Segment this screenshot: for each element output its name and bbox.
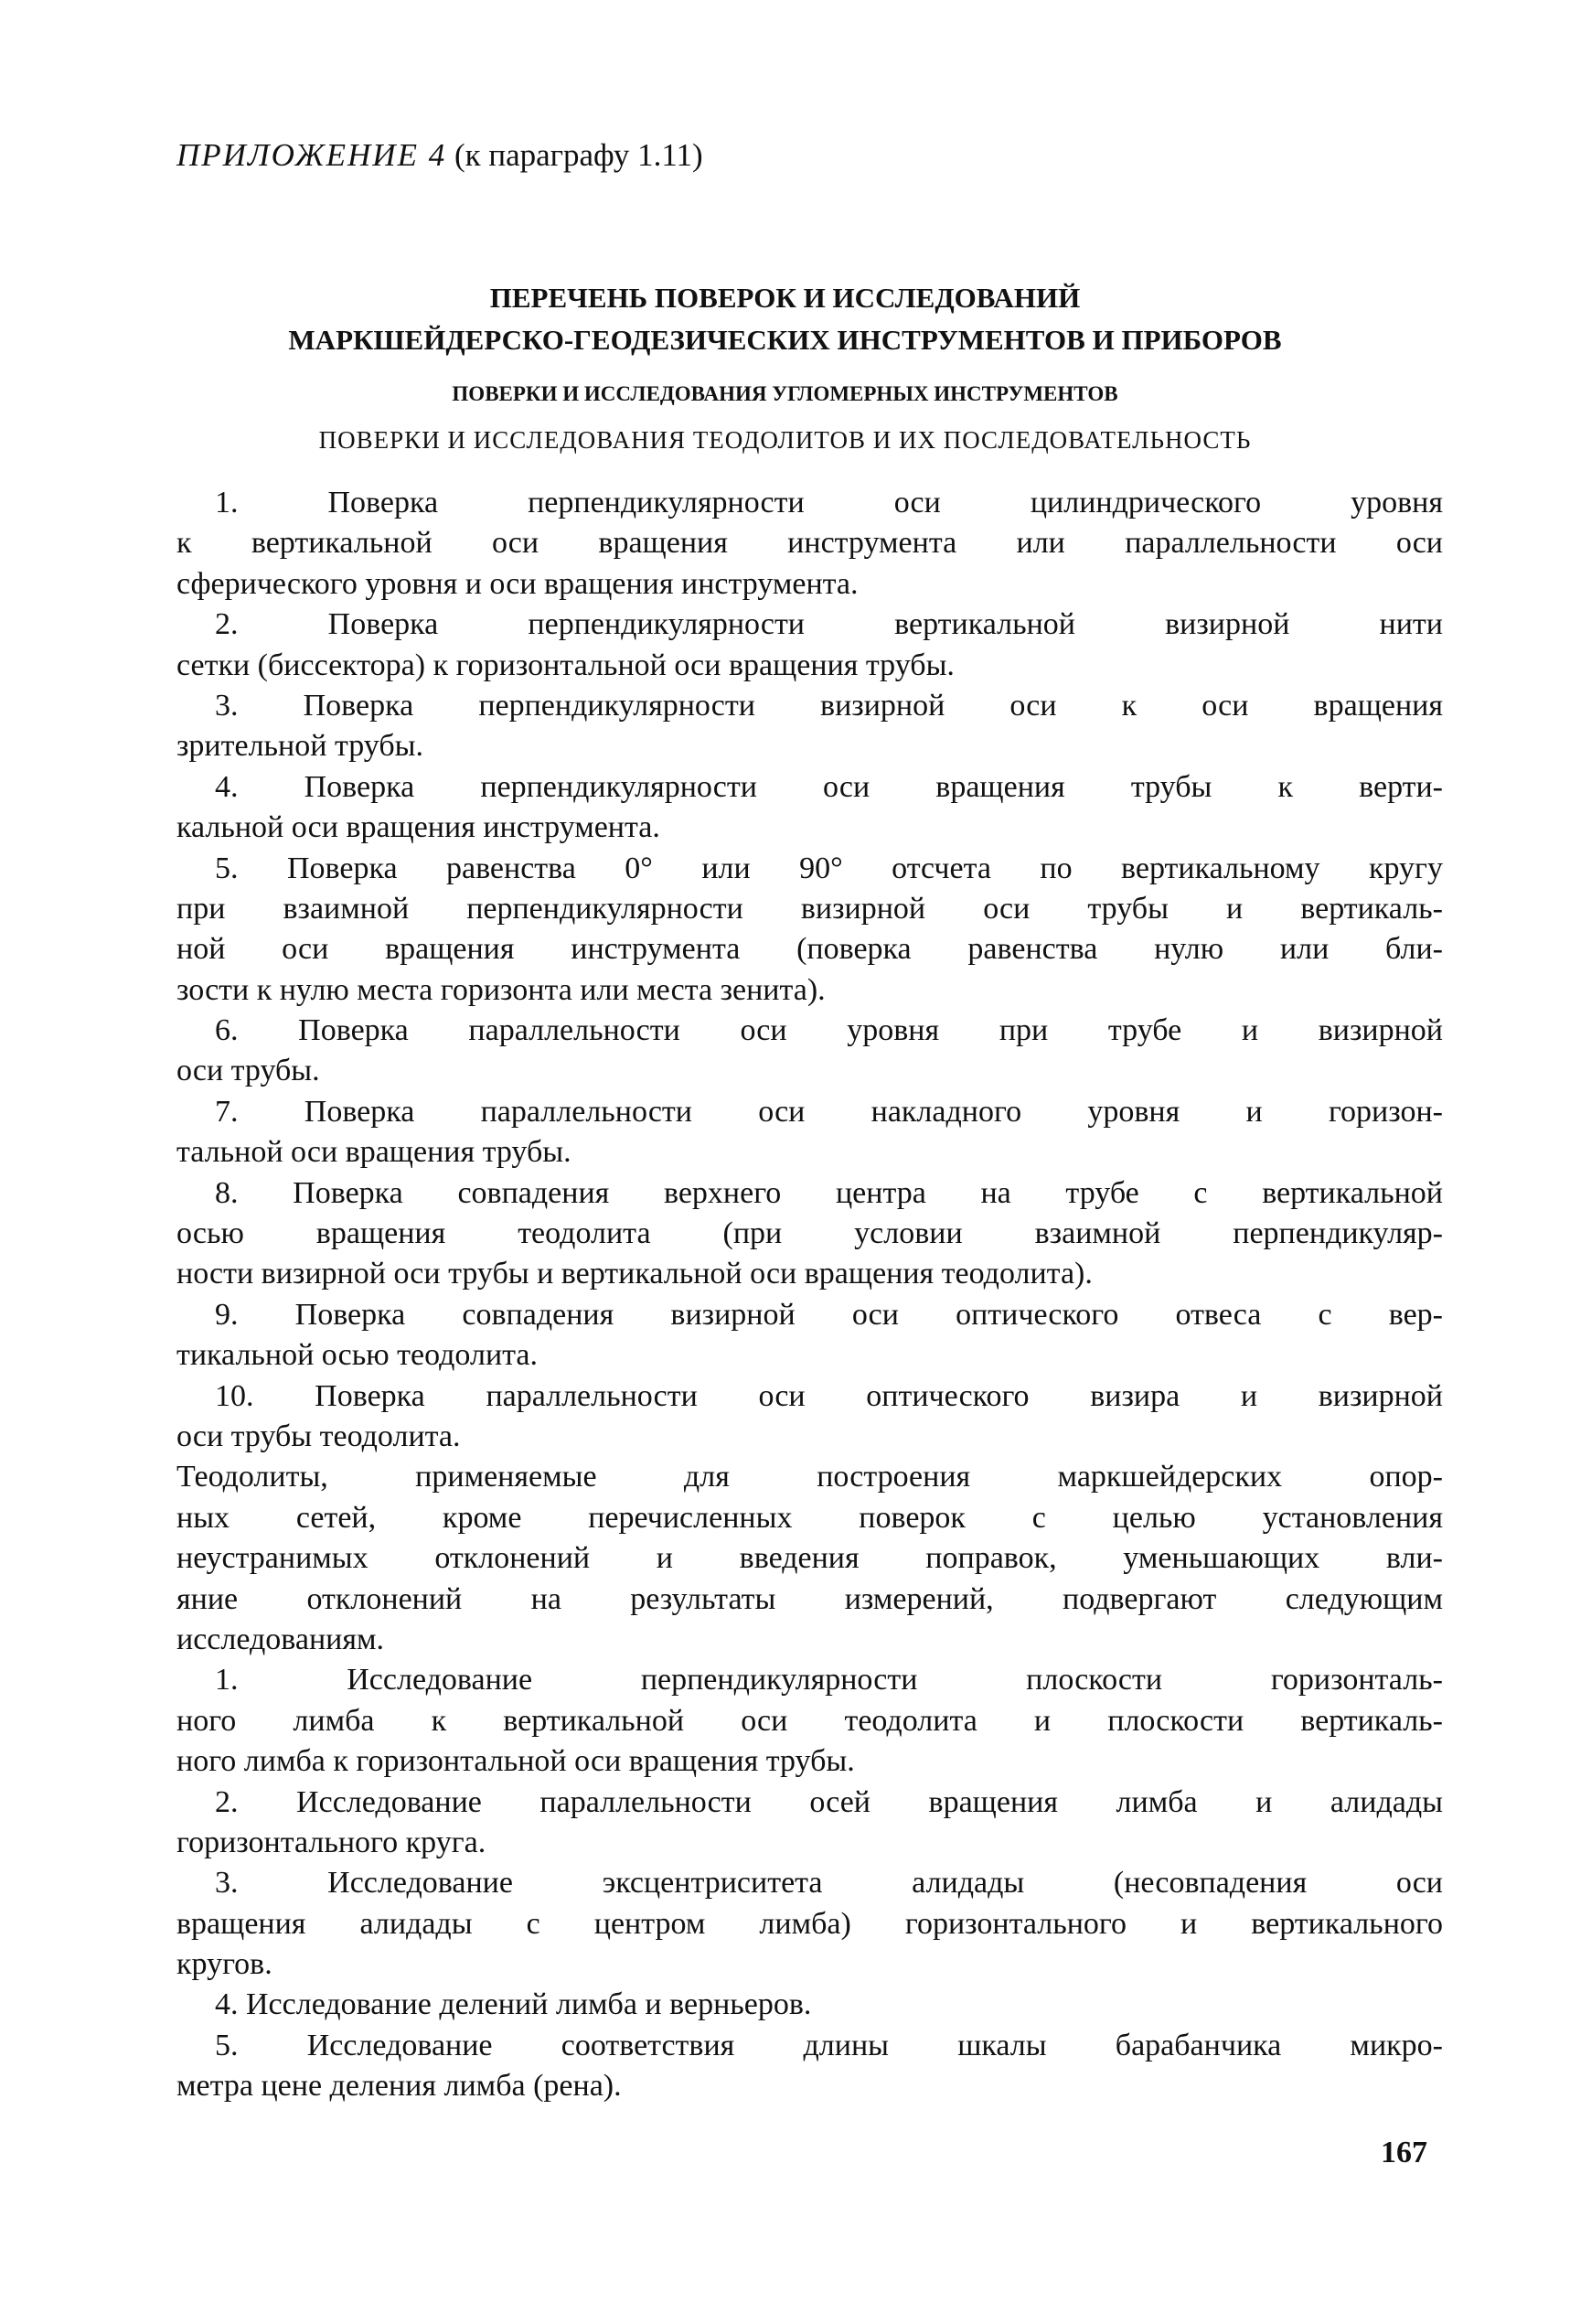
text-line: 1. Исследование перпендикулярности плоскости горизонталь- — [215, 1663, 1443, 1697]
text-line: осью вращения теодолита (при условии взаимной перпендикуляр- — [176, 1216, 1443, 1251]
paragraph — [176, 1863, 1443, 1985]
paragraph — [176, 1173, 1443, 1295]
paragraph — [176, 1011, 1443, 1092]
text-line: вращения алидады с центром лимба) горизонтального и вертикального — [176, 1906, 1443, 1941]
text-line: метра цене деления лимба (рена). — [176, 2069, 622, 2104]
paragraph — [176, 1660, 1443, 1782]
section-heading: ПОВЕРКИ И ИССЛЕДОВАНИЯ ТЕОДОЛИТОВ И ИХ ПОСЛЕДОВАТЕЛЬНОСТЬ — [318, 426, 1252, 454]
text-line: ной оси вращения инструмента (поверка равенства нулю или бли- — [176, 932, 1443, 967]
text-line: 4. Поверка перпендикулярности оси вращения трубы к верти- — [215, 769, 1443, 804]
text-line: 3. Исследование эксцентриситета алидады (несовпадения оси — [215, 1866, 1443, 1901]
paragraph — [176, 1092, 1443, 1173]
text-line: неустранимых отклонений и введения поправок, уменьшающих вли- — [176, 1541, 1443, 1576]
text-line: 6. Поверка параллельности оси уровня при трубе и визирной — [215, 1013, 1443, 1048]
text-line: при взаимной перпендикулярности визирной оси трубы и вертикаль- — [176, 891, 1443, 926]
text-line: кругов. — [176, 1947, 272, 1982]
text-line: ного лимба к горизонтальной оси вращения трубы. — [176, 1744, 855, 1779]
text-line: зрительной трубы. — [176, 729, 423, 764]
text-line: сетки (биссектора) к горизонтальной оси вращения трубы. — [176, 648, 955, 682]
text-line: горизонтального круга. — [176, 1825, 486, 1859]
text-line: тикальной осью теодолита. — [176, 1338, 539, 1373]
page-number: 167 — [1381, 2136, 1427, 2169]
text-line: 2. Поверка перпендикулярности вертикальной визирной нити — [215, 607, 1443, 642]
text-line: ного лимба к вертикальной оси теодолита и плоскости вертикаль- — [176, 1703, 1443, 1738]
text-line: зости к нулю места горизонта или места зенита). — [176, 972, 826, 1007]
subtitle: ПОВЕРКИ И ИССЛЕДОВАНИЯ УГЛОМЕРНЫХ ИНСТРУМЕНТОВ — [452, 382, 1118, 405]
paragraph — [176, 1457, 1443, 1660]
text-line: оси трубы теодолита. — [176, 1419, 461, 1453]
text-line: 9. Поверка совпадения визирной оси оптического отвеса с вер- — [215, 1297, 1443, 1332]
paragraph — [176, 1985, 1443, 2025]
text-line: оси трубы. — [176, 1054, 320, 1088]
appendix-header — [176, 137, 703, 174]
text-line: 2. Исследование параллельности осей вращения лимба и алидады — [215, 1784, 1443, 1819]
text-line: сферического уровня и оси вращения инструмента. — [176, 566, 859, 601]
text-line: 7. Поверка параллельности оси накладного уровня и горизон- — [215, 1094, 1443, 1129]
text-line: к вертикальной оси вращения инструмента или параллельности оси — [176, 526, 1443, 561]
paragraph — [176, 483, 1443, 605]
paragraph — [176, 2026, 1443, 2107]
text-line: ности визирной оси трубы и вертикальной оси вращения теодолита). — [176, 1257, 1093, 1291]
text-line: яние отклонений на результаты измерений, подвергают следующим — [176, 1581, 1443, 1616]
text-line: 1. Поверка перпендикулярности оси цилиндрического уровня — [215, 486, 1443, 519]
paragraph — [176, 686, 1443, 767]
text-line: 5. Поверка равенства 0° или 90° отсчета по вертикальному кругу — [215, 851, 1443, 885]
text-line: тальной оси вращения трубы. — [176, 1135, 571, 1170]
paragraph — [176, 1783, 1443, 1864]
text-line: исследованиям. — [176, 1622, 385, 1656]
paragraph — [176, 849, 1443, 1012]
body-text — [176, 483, 1443, 2107]
text-line: кальной оси вращения инструмента. — [176, 810, 660, 845]
paragraph — [176, 605, 1443, 686]
title-line-2: МАРКШЕЙДЕРСКО-ГЕОДЕЗИЧЕСКИХ ИНСТРУМЕНТОВ И ПРИБОРОВ — [288, 324, 1282, 356]
text-line: 10. Поверка параллельности оси оптического визира и визирной — [215, 1378, 1443, 1413]
text-line: 4. Исследование делений лимба и верньеров. — [215, 1987, 812, 2022]
text-line: Теодолиты, применяемые для построения маркшейдерских опор- — [176, 1460, 1443, 1494]
paragraph — [176, 1376, 1443, 1458]
appendix-label: ПРИЛОЖЕНИЕ 4 — [176, 137, 447, 173]
paragraph — [176, 767, 1443, 849]
appendix-reference: (к параграфу 1.11) — [454, 137, 703, 173]
text-line: 8. Поверка совпадения верхнего центра на трубе с вертикальной — [215, 1175, 1443, 1210]
text-line: 5. Исследование соответствия длины шкалы барабанчика микро- — [215, 2028, 1443, 2062]
title-line-1: ПЕРЕЧЕНЬ ПОВЕРОК И ИССЛЕДОВАНИЙ — [489, 282, 1081, 314]
text-line: ных сетей, кроме перечисленных поверок с целью установления — [176, 1500, 1443, 1535]
paragraph — [176, 1295, 1443, 1376]
text-line: 3. Поверка перпендикулярности визирной оси к оси вращения — [215, 688, 1443, 723]
